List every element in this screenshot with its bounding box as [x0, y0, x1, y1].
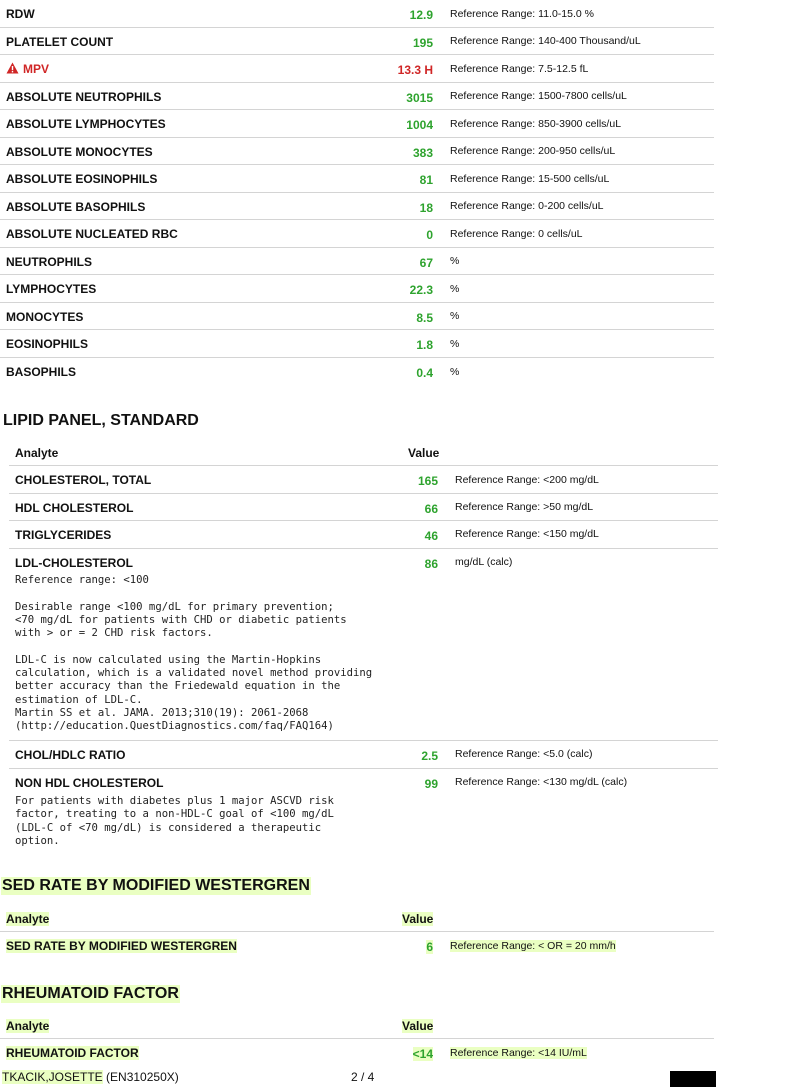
analyte-name: ABSOLUTE BASOPHILS [6, 200, 146, 214]
analyte-name: SED RATE BY MODIFIED WESTERGREN [6, 939, 237, 953]
result-value: 99 [424, 777, 438, 791]
table-row [0, 358, 714, 386]
table-row [0, 83, 714, 110]
table-row [9, 549, 718, 741]
reference-range: Reference Range: 0 cells/uL [450, 228, 583, 240]
result-value: 195 [412, 36, 433, 50]
page-number: 2 / 4 [351, 1070, 375, 1084]
column-header-value: Value [408, 446, 440, 460]
result-value: 0.4 [416, 366, 433, 380]
reference-range: Reference Range: 15-500 cells/uL [450, 173, 610, 185]
result-value: 1004 [406, 118, 433, 132]
result-value-text: <14 [412, 1047, 433, 1061]
result-value: 0 [426, 228, 433, 242]
table-row-abnormal [0, 55, 714, 83]
section-title-sed-rate: SED RATE BY MODIFIED WESTERGREN [2, 877, 310, 894]
table-row [9, 494, 718, 521]
column-header-value: Value [402, 1019, 434, 1033]
reference-range: Reference Range: <5.0 (calc) [455, 748, 593, 760]
analyte-name: RDW [6, 7, 35, 21]
column-header-value: Value [402, 912, 434, 926]
patient-name: TKACIK,JOSETTE [2, 1070, 103, 1084]
table-row [0, 932, 714, 960]
table-row [0, 248, 714, 275]
table-row [0, 193, 714, 220]
analyte-name: TRIGLYCERIDES [15, 528, 112, 542]
result-value: 66 [424, 502, 438, 516]
analyte-name [6, 62, 49, 77]
analyte-name: ABSOLUTE LYMPHOCYTES [6, 117, 166, 131]
analyte-name: NON HDL CHOLESTEROL [15, 776, 164, 790]
lipid-table [9, 438, 718, 859]
analyte-name: ABSOLUTE EOSINOPHILS [6, 172, 158, 186]
result-value: 67 [419, 256, 433, 270]
table-header [9, 438, 718, 466]
result-value: 1.8 [416, 338, 433, 352]
result-value: 13.3 H [397, 63, 433, 77]
analyte-name: NEUTROPHILS [6, 255, 93, 269]
analyte-name: BASOPHILS [6, 365, 77, 379]
result-value: 12.9 [409, 8, 433, 22]
result-value: 3015 [406, 91, 433, 105]
rheumatoid-factor-table [0, 1011, 714, 1067]
table-row [0, 275, 714, 303]
table-row [0, 1039, 714, 1067]
reference-range: % [450, 338, 460, 350]
result-value: 46 [424, 529, 438, 543]
patient-id: (EN310250X) [106, 1070, 179, 1084]
reference-range: Reference Range: <200 mg/dL [455, 474, 599, 486]
result-value: 18 [419, 201, 433, 215]
table-row [9, 769, 718, 859]
result-value-text: 6 [426, 940, 433, 954]
warning-icon [6, 62, 19, 77]
result-value: 383 [412, 146, 433, 160]
result-value: 22.3 [409, 283, 433, 297]
analyte-name: LDL-CHOLESTEROL [15, 556, 133, 570]
reference-range: % [450, 283, 460, 295]
column-header-analyte: Analyte [6, 1019, 50, 1033]
reference-range: Reference Range: 0-200 cells/uL [450, 200, 604, 212]
column-header-analyte: Analyte [6, 912, 50, 926]
redaction-box [670, 1071, 716, 1087]
reference-range: mg/dL (calc) [455, 556, 513, 568]
footer-patient [2, 1070, 179, 1084]
analyte-name: LYMPHOCYTES [6, 282, 97, 296]
reference-range: Reference Range: <130 mg/dL (calc) [455, 776, 628, 788]
ldl-comment: Reference range: <100 Desirable range <100 mg/dL for primary prevention; <70 mg/dL for patients with CHD or diabetic patients with > or = 2 CHD risk factors. LDL-C is now calculated using the Martin-Hopkins calculation, which is a validated novel method providing better accuracy than the Friedewald equation in the estimation of LDL-C. Martin SS et al. JAMA. 2013;310(19): 2061-2068 (http://education.QuestDiagnostics.com/faq/FAQ164) [15, 574, 373, 733]
reference-range: % [450, 366, 460, 378]
result-value: 8.5 [416, 311, 433, 325]
sed-rate-table [0, 904, 714, 960]
reference-range: Reference Range: < OR = 20 mm/h [450, 940, 616, 952]
analyte-name: ABSOLUTE MONOCYTES [6, 145, 153, 159]
analyte-name: EOSINOPHILS [6, 337, 89, 351]
table-row [9, 521, 718, 549]
table-row [0, 220, 714, 248]
result-value: 2.5 [421, 749, 438, 763]
analyte-name: ABSOLUTE NUCLEATED RBC [6, 227, 178, 241]
reference-range: Reference Range: 200-950 cells/uL [450, 145, 616, 157]
table-row [0, 303, 714, 330]
table-row [0, 330, 714, 358]
analyte-name: RHEUMATOID FACTOR [6, 1046, 139, 1060]
table-row [0, 138, 714, 165]
section-title-lipid: LIPID PANEL, STANDARD [3, 412, 199, 429]
table-header [0, 904, 714, 932]
reference-range: Reference Range: >50 mg/dL [455, 501, 594, 513]
reference-range: Reference Range: <14 IU/mL [450, 1047, 587, 1059]
cbc-table [0, 0, 714, 386]
section-title-rheumatoid-factor: RHEUMATOID FACTOR [2, 985, 179, 1002]
table-row [0, 165, 714, 193]
table-row [9, 466, 718, 494]
result-value: 81 [419, 173, 433, 187]
table-row [0, 110, 714, 138]
analyte-name: HDL CHOLESTEROL [15, 501, 134, 515]
analyte-label: MPV [23, 62, 50, 76]
result-value [353, 1047, 433, 1061]
table-row [0, 28, 714, 55]
analyte-name: ABSOLUTE NEUTROPHILS [6, 90, 162, 104]
reference-range: Reference Range: 140-400 Thousand/uL [450, 35, 641, 47]
column-header-analyte: Analyte [15, 446, 59, 460]
reference-range: % [450, 310, 460, 322]
reference-range: Reference Range: <150 mg/dL [455, 528, 599, 540]
reference-range: Reference Range: 850-3900 cells/uL [450, 118, 622, 130]
analyte-name: CHOLESTEROL, TOTAL [15, 473, 152, 487]
table-row [0, 0, 714, 28]
reference-range: Reference Range: 1500-7800 cells/uL [450, 90, 627, 102]
table-header [0, 1011, 714, 1039]
result-value: 165 [417, 474, 438, 488]
analyte-name: PLATELET COUNT [6, 35, 114, 49]
analyte-name: CHOL/HDLC RATIO [15, 748, 126, 762]
reference-range: Reference Range: 11.0-15.0 % [450, 8, 594, 20]
result-value [353, 940, 433, 954]
analyte-name: MONOCYTES [6, 310, 84, 324]
result-value: 86 [424, 557, 438, 571]
non-hdl-comment: For patients with diabetes plus 1 major ASCVD risk factor, treating to a non-HDL-C goal of <100 mg/dL (LDL-C of <70 mg/dL) is considered a therapeutic option. [15, 795, 334, 847]
reference-range: Reference Range: 7.5-12.5 fL [450, 63, 589, 75]
reference-range: % [450, 255, 460, 267]
table-row [9, 741, 718, 769]
